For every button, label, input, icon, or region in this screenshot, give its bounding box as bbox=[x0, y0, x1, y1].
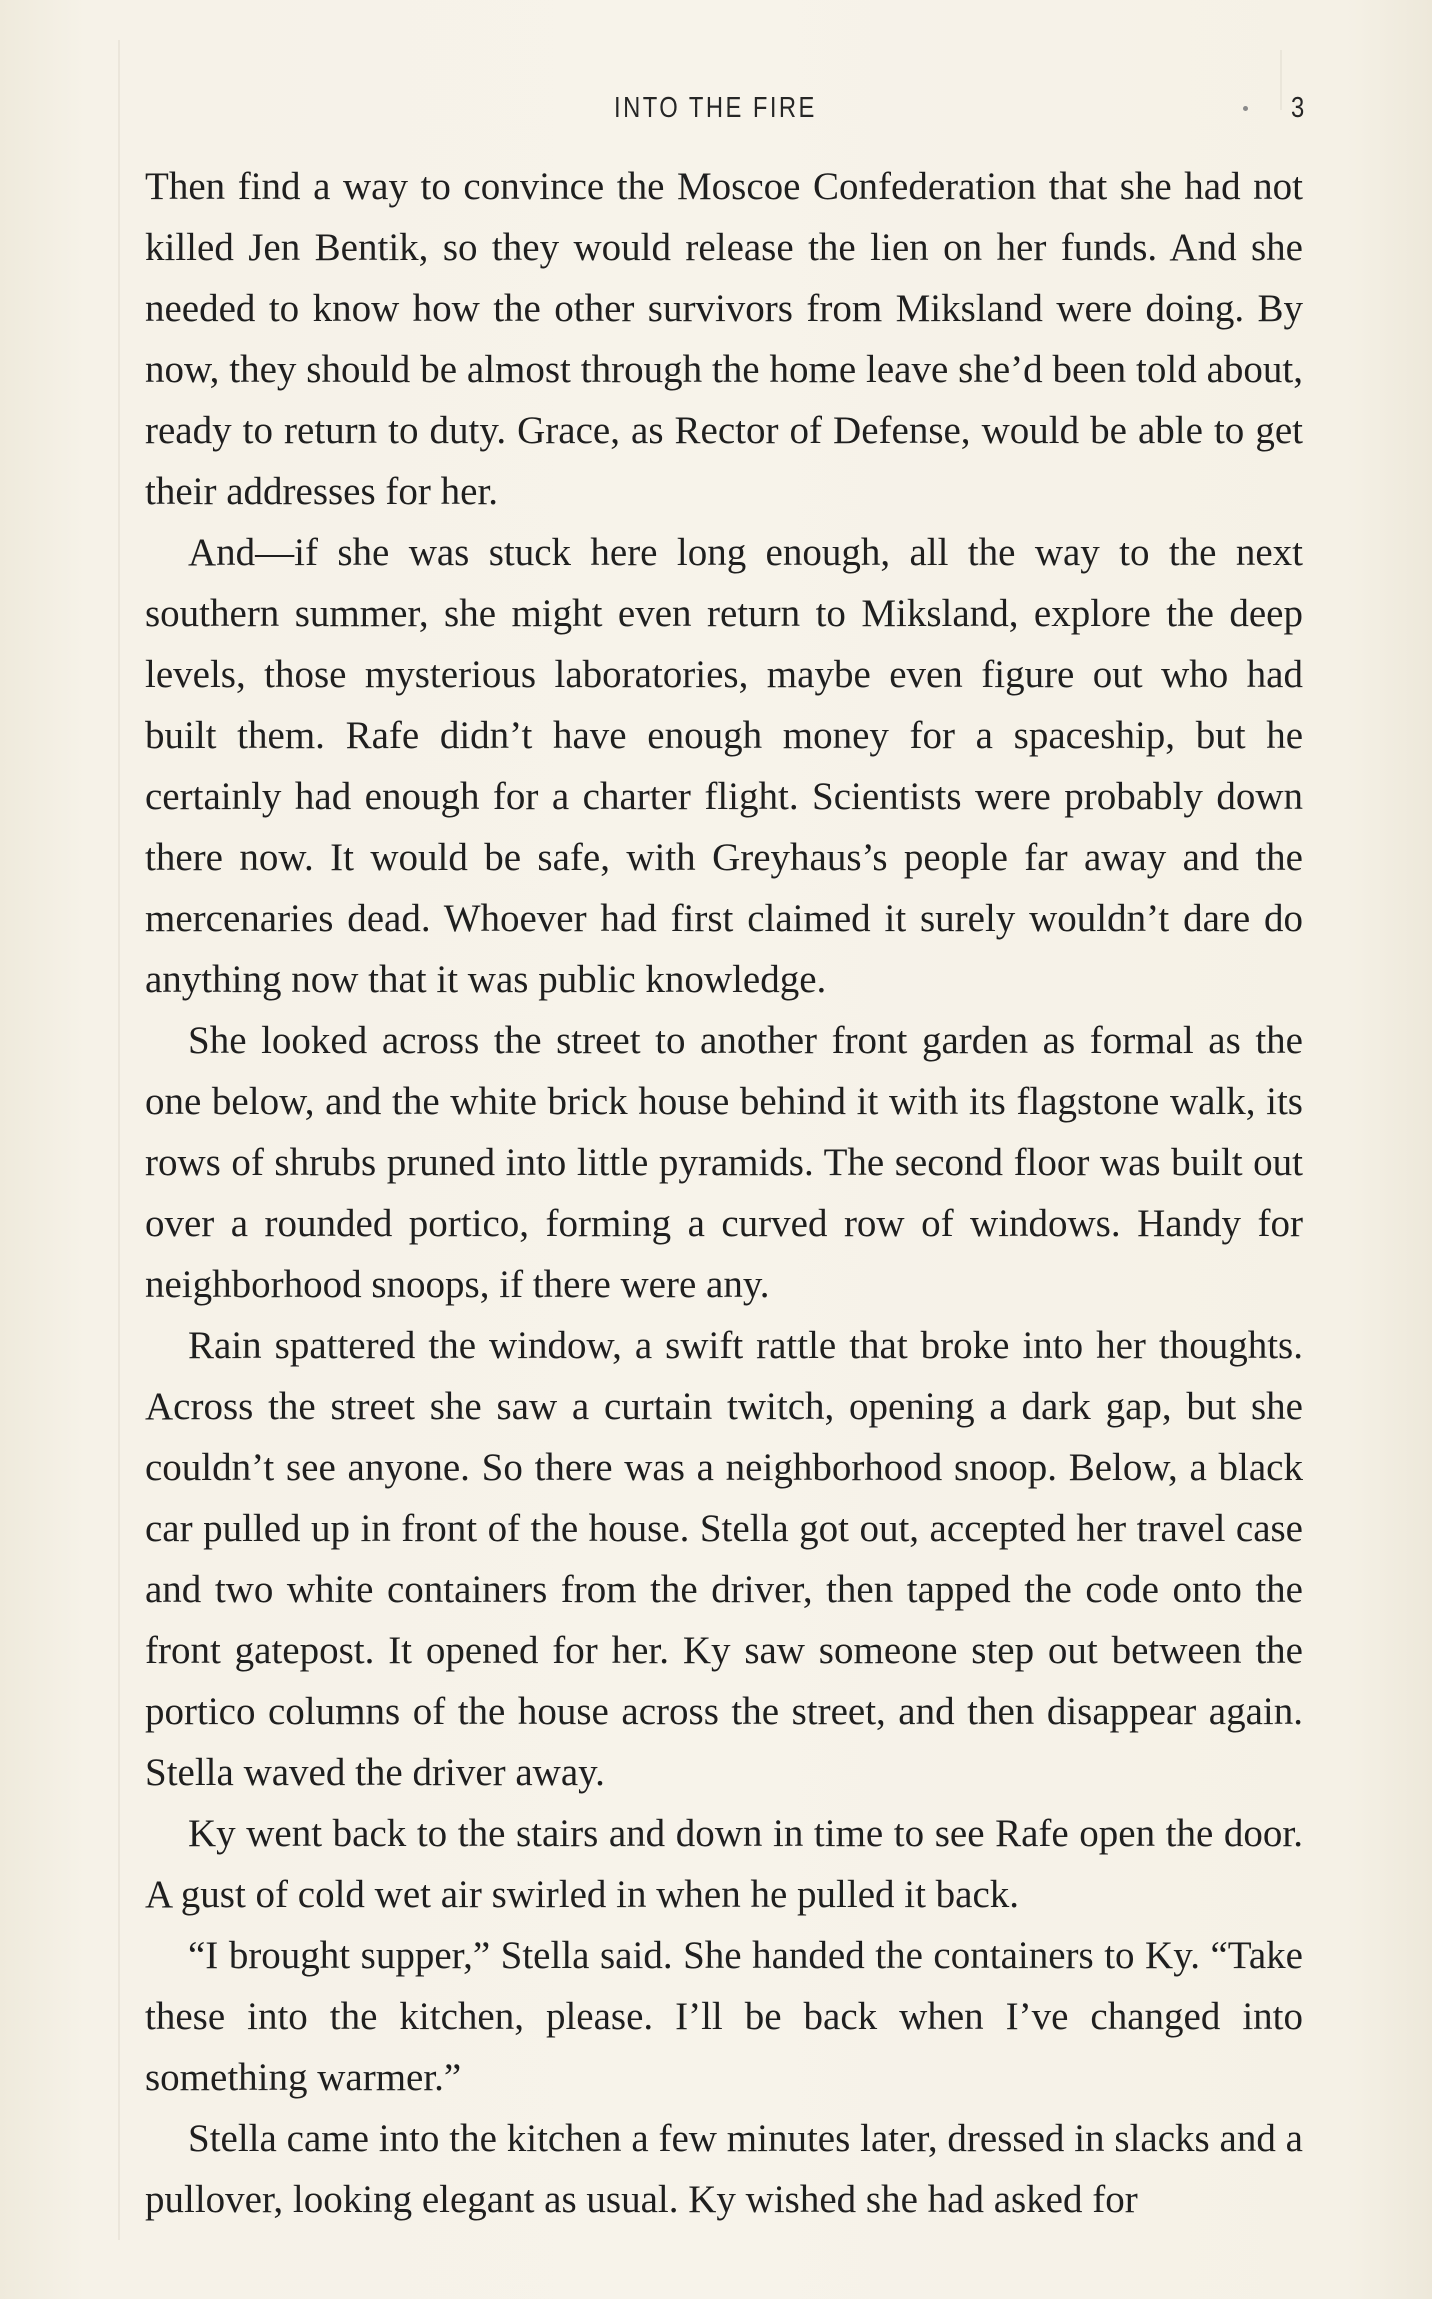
scan-shadow-left bbox=[118, 40, 120, 2240]
running-head-title: INTO THE FIRE bbox=[614, 92, 817, 124]
body-text bbox=[145, 156, 1303, 2230]
paragraph-4: Rain spattered the window, a swift rattle that broke into her thoughts. Across the street she saw a curtain twitch, opening a dark gap, but she couldn’t see anyone. So there was a neighborhood snoop. Below, a black car pulled up in front of the house. Stella got out, accepted her travel case and two white containers from the driver, then tapped the code onto the front gatepost. It opened for her. Ky saw someone step out between the portico columns of the house across the street, and then disappear again. Stella waved the driver away. bbox=[145, 1324, 1303, 1794]
page-number: 3 bbox=[1291, 92, 1305, 124]
paragraph-5: Ky went back to the stairs and down in time to see Rafe open the door. A gust of cold wet air swirled in when he pulled it back. bbox=[145, 1812, 1303, 1916]
bullet-dot-icon bbox=[1243, 106, 1248, 111]
paragraph-2: And—if she was stuck here long enough, all the way to the next southern summer, she might even return to Miksland, explore the deep levels, those mysterious laboratories, maybe even figure out who had built them. Rafe didn’t have enough money for a spaceship, but he certainly had enough for a charter flight. Scientists were probably down there now. It would be safe, with Greyhaus’s people far away and the mercenaries dead. Whoever had first claimed it surely wouldn’t dare do anything now that it was public knowledge. bbox=[145, 531, 1303, 1001]
paragraph-1: Then find a way to convince the Moscoe Confederation that she had not killed Jen Bentik, so they would release the lien on her funds. And she needed to know how the other survivors from Miksland were doing. By now, they should be almost through the home leave she’d been told about, ready to return to duty. Grace, as Rector of Defense, would be able to get their addresses for her. bbox=[145, 165, 1303, 513]
paragraph-7: Stella came into the kitchen a few minutes later, dressed in slacks and a pullover, looking elegant as usual. Ky wished she had asked for bbox=[145, 2117, 1303, 2221]
paragraph-3: She looked across the street to another front garden as formal as the one below, and the white brick house behind it with its flagstone walk, its rows of shrubs pruned into little pyramids. The second floor was built out over a rounded portico, forming a curved row of windows. Handy for neighborhood snoops, if there were any. bbox=[145, 1019, 1303, 1306]
paragraph-6: “I brought supper,” Stella said. She handed the containers to Ky. “Take these into the kitchen, please. I’ll be back when I’ve changed into something warmer.” bbox=[145, 1934, 1303, 2099]
running-head bbox=[0, 92, 1432, 132]
